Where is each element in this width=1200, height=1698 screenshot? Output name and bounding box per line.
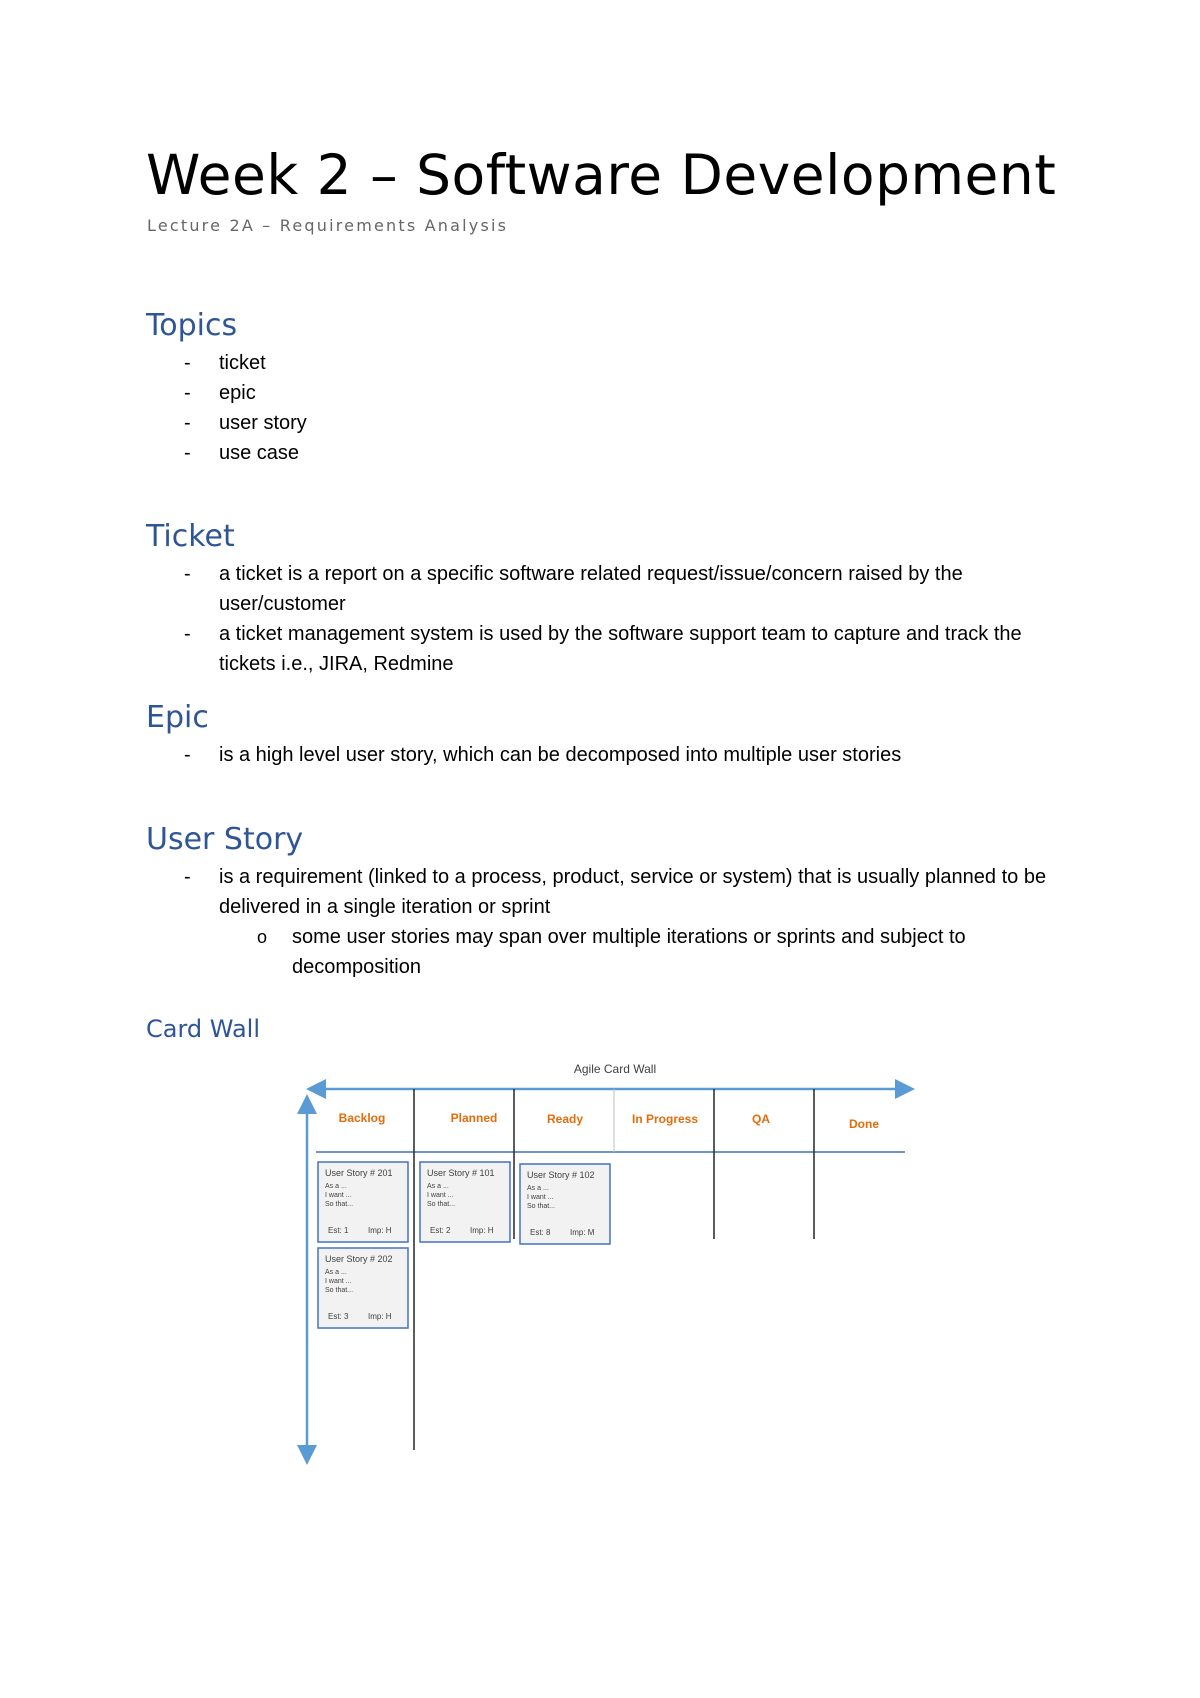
dash-bullet: - <box>184 352 191 374</box>
list-item <box>0 408 1059 438</box>
list-item-text: a ticket management system is used by the software support team to capture and track the tickets i.e., JIRA, Redmine <box>219 623 1022 675</box>
card-line: As a ... <box>325 1183 347 1190</box>
list-item <box>0 740 1059 770</box>
agile-card-wall-figure <box>280 1050 920 1470</box>
card-line: I want ... <box>325 1278 352 1285</box>
column-label-planned: Planned <box>450 1111 498 1125</box>
card-title: User Story # 102 <box>527 1170 595 1180</box>
user-story-card <box>420 1162 510 1242</box>
user-story-list <box>0 862 1060 982</box>
list-item <box>0 438 1059 468</box>
list-item <box>0 862 1059 922</box>
list-item <box>0 378 1059 408</box>
epic-heading: Epic <box>146 700 209 735</box>
card-estimate: Est: 3 <box>328 1312 349 1321</box>
dash-bullet: - <box>184 744 191 766</box>
column-label-in-progress: In Progress <box>631 1112 699 1126</box>
dash-bullet: - <box>184 563 191 585</box>
card-importance: Imp: M <box>570 1228 595 1237</box>
card-wall-heading: Card Wall <box>146 1015 261 1043</box>
card-title: User Story # 202 <box>325 1254 393 1264</box>
column-label-ready: Ready <box>546 1112 584 1126</box>
list-item <box>0 619 1059 679</box>
dash-bullet: - <box>184 412 191 434</box>
card-estimate: Est: 2 <box>430 1226 451 1235</box>
list-item-text: ticket <box>219 352 266 374</box>
card-title: User Story # 101 <box>427 1168 495 1178</box>
sub-list-item <box>0 922 1060 982</box>
card-importance: Imp: H <box>368 1226 392 1235</box>
card-estimate: Est: 1 <box>328 1226 349 1235</box>
ticket-list <box>0 559 1059 679</box>
circle-bullet: o <box>257 927 268 947</box>
list-item-text: use case <box>219 442 300 464</box>
topics-heading: Topics <box>146 308 238 343</box>
card-line: So that... <box>325 1287 354 1294</box>
card-importance: Imp: H <box>368 1312 392 1321</box>
user-story-card <box>318 1162 408 1242</box>
card-wall-svg <box>280 1050 920 1470</box>
card-line: As a ... <box>527 1185 549 1192</box>
column-label-qa: QA <box>752 1112 770 1126</box>
list-item-text: epic <box>219 382 256 404</box>
list-item-text: a ticket is a report on a specific software related request/issue/concern raised by the user/customer <box>219 563 963 615</box>
card-line: So that... <box>527 1203 556 1210</box>
list-item-text: user story <box>219 412 307 434</box>
list-item <box>0 559 1059 619</box>
column-label-done: Done <box>849 1117 879 1131</box>
user-story-heading: User Story <box>146 822 304 857</box>
epic-list <box>0 740 1059 770</box>
card-wall-title: Agile Card Wall <box>573 1062 657 1076</box>
card-line: So that... <box>325 1201 354 1208</box>
dash-bullet: - <box>184 442 191 464</box>
user-story-card <box>318 1248 408 1328</box>
ticket-heading: Ticket <box>146 519 235 554</box>
topics-list <box>0 348 1059 468</box>
card-estimate: Est: 8 <box>530 1228 551 1237</box>
list-item <box>0 348 1059 378</box>
card-line: I want ... <box>427 1192 454 1199</box>
document-subtitle: Lecture 2A – Requirements Analysis <box>147 216 509 235</box>
dash-bullet: - <box>184 866 191 888</box>
card-title: User Story # 201 <box>325 1168 393 1178</box>
card-importance: Imp: H <box>470 1226 494 1235</box>
dash-bullet: - <box>184 382 191 404</box>
card-line: I want ... <box>325 1192 352 1199</box>
card-line: As a ... <box>325 1269 347 1276</box>
dash-bullet: - <box>184 623 191 645</box>
card-line: As a ... <box>427 1183 449 1190</box>
card-line: So that... <box>427 1201 456 1208</box>
document-title: Week 2 – Software Development <box>146 143 1057 207</box>
list-item-text: is a high level user story, which can be decomposed into multiple user stories <box>219 744 902 766</box>
list-item-text: is a requirement (linked to a process, product, service or system) that is usually planned to be delivered in a single iteration or sprint <box>219 866 1047 918</box>
column-label-backlog: Backlog <box>338 1111 386 1125</box>
list-item-text: some user stories may span over multiple iterations or sprints and subject to decomposition <box>292 926 966 978</box>
card-line: I want ... <box>527 1194 554 1201</box>
user-story-card <box>520 1164 610 1244</box>
